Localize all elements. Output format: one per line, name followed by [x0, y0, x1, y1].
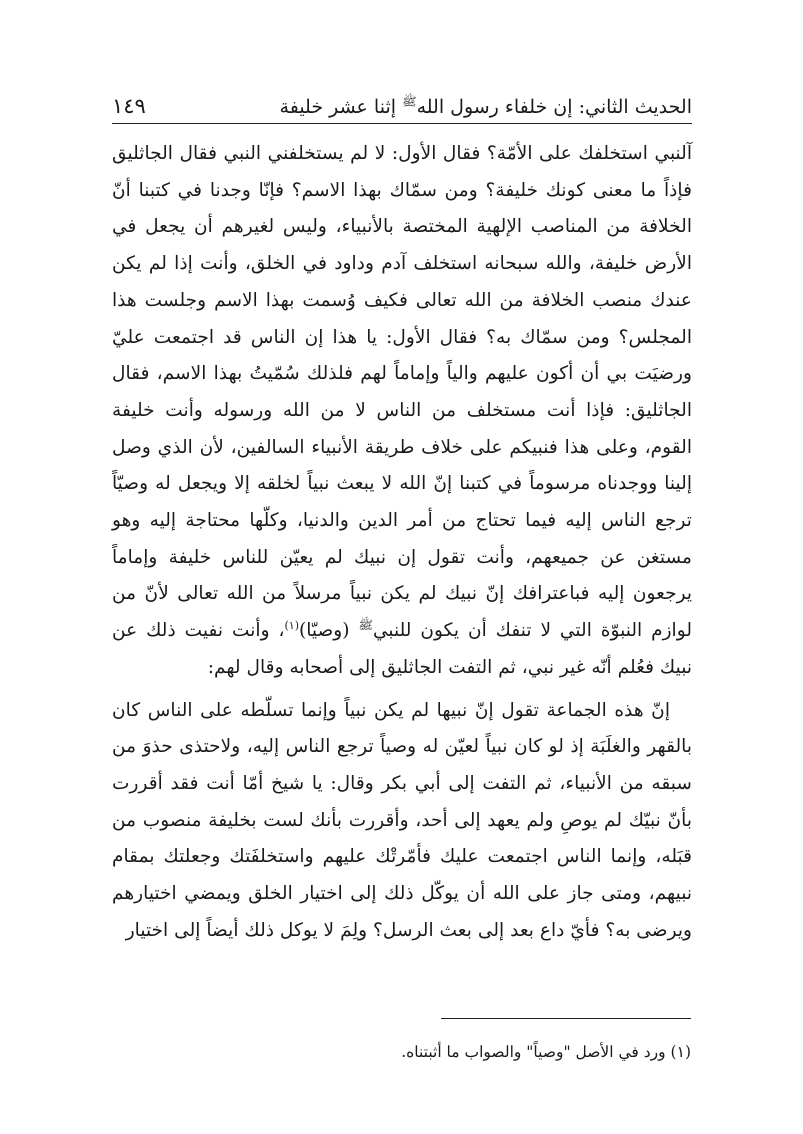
paragraph-text: (وصيّا) — [298, 620, 359, 642]
main-text — [112, 136, 692, 949]
page-number: ١٤٩ — [112, 94, 146, 118]
running-head-text-end: إثنا عشر خليفة — [279, 96, 403, 118]
footnote-1: (١) ورد في الأصل "وصياً" والصواب ما أثبتناه. — [401, 1043, 691, 1061]
running-head-text-start: الحديث الثاني: إن خلفاء رسول الله — [416, 96, 692, 118]
salawat-ligature: ﷺ — [402, 94, 417, 109]
page-header — [112, 78, 692, 124]
footnote-reference[interactable]: (١) — [284, 618, 299, 632]
paragraph-text: آلنبي استخلفك على الأمّة؟ فقال الأول: لا لم يستخلفني النبي فقال الجاثليق فإذاً ما معنى كونك خليفة؟ ومن سمّاك بهذا الاسم؟ فإنّا وجدنا في كتبنا أنّ الخلافة من المناصب الإلهية المختصة بالأنبياء، وليس لغيرهم أن يجعل في الأرض خليفة، والله سبحانه استخلف آدم وداود في الخلق، وأنت إذا لم يكن عندك منصب الخلافة من الله تعالى فكيف وُسمت بهذا الاسم وجلست هذا المجلس؟ ومن سمّاك به؟ فقال الأول: يا هذا إن الناس قد اجتمعت عليّ ورضيَت بي أن أكون عليهم والياً وإماماً لهم فلذلك سُمّيتُ بهذا الاسم، فقال الجاثليق: فإذا أنت مستخلف من الناس لا من الله ورسوله وأنت خليفة القوم، وعلى هذا فنبيكم على خلاف طريقة الأنبياء السالفين، لأن الذي وصل إلينا ووجدناه مرسوماً في كتبنا إنّ الله لا يبعث نبياً لخلقه إلا ويجعل له وصيّاً ترجع الناس إليه فيما تحتاج من أمر الدين والدنيا، وكلّها محتاجة إليه وهو مستغن عن جميعهم، وأنت تقول إن نبيك لم يعيّن للناس خليفة وإماماً يرجعون إليه فباعترافك إنّ نبيك لم يكن نبياً مرسلاً من الله تعالى لأنّ من لوازم النبوّة التي لا تنفك أن يكون للنبي — [112, 143, 692, 642]
paragraph: إنّ هذه الجماعة تقول إنّ نبيها لم يكن نبياً وإنما تسلّطه على الناس كان بالقهر والغلَبَة إذ لو كان نبياً لعيّن له وصياً ترجع الناس إليه، ولاحتذى حذوَ من سبقه من الأنبياء، ثم التفت إلى أبي بكر وقال: يا شيخ أمّا أنت فقد أقررت بأنّ نبيّك لم يوصِ ولم يعهد إلى أحد، وأقررت بأنك لست بخليفة منصوب من قبَله، وإنما الناس اجتمعت عليك فأمّرتْك عليهم واستخلفَتك وجعلتك بمقام نبيهم، ومتى جاز على الله أن يوكّل ذلك إلى اختيار الخلق ويمضي اختيارهم ويرضى به؟ فأيّ داع بعد إلى بعث الرسل؟ ولِمَ لا يوكل ذلك أيضاً إلى اختيار — [112, 699, 692, 941]
salawat-ligature: ﷺ — [358, 617, 373, 632]
paragraph — [112, 136, 692, 687]
paragraph-text: ، وأنت نفيت ذلك عن نبيك فعُلم أنّه غير نبي، ثم التفت الجاثليق إلى أصحابه وقال لهم: — [112, 620, 692, 678]
running-head — [279, 94, 692, 118]
footnote-separator — [441, 1018, 691, 1019]
